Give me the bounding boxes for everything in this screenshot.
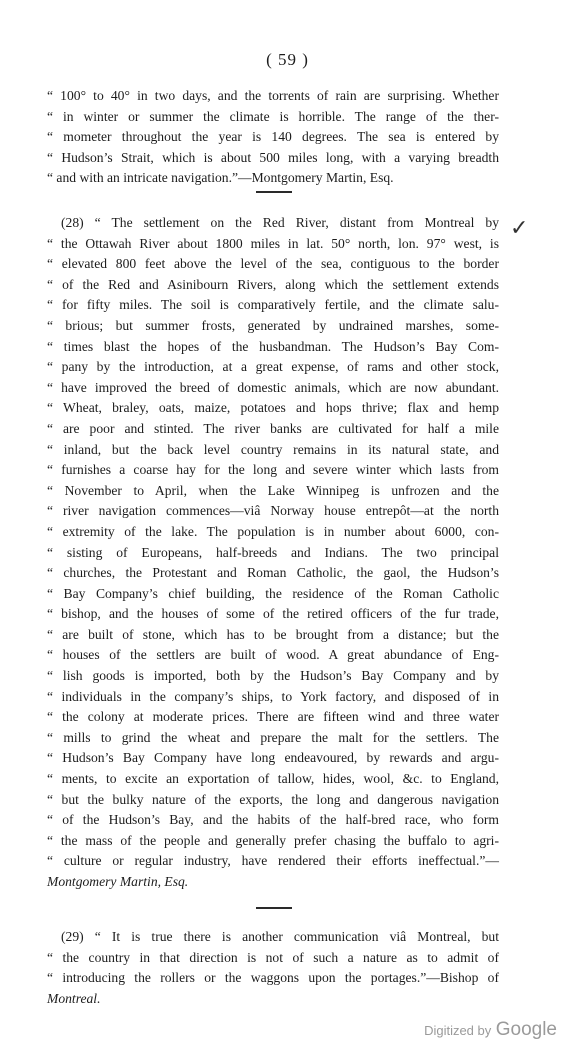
text-line: (28) “ The settlement on the Red River, distant from Montreal by [61, 215, 499, 230]
text-line: “ extremity of the lake. The population is in number about 6000, con- [47, 523, 499, 539]
text-line: “ Wheat, braley, oats, maize, potatoes and hops thrive; flax and hemp [47, 400, 499, 416]
text-line: “ in winter or summer the climate is horrible. The range of the ther- [47, 108, 499, 124]
text-line: “ individuals in the company’s ships, to York factory, and disposed of in [47, 688, 499, 704]
text-line: “ the country in that direction is not of such a nature as to admit of [47, 949, 499, 965]
text-line: “ of the Red and Asinibourn Rivers, along which the settlement extends [47, 276, 499, 292]
text-line: “ brious; but summer frosts, generated by undrained marshes, some- [47, 317, 499, 333]
text-line: “ November to April, when the Lake Winnipeg is unfrozen and the [47, 482, 499, 498]
text-line: “ have improved the breed of domestic animals, which are now abundant. [47, 379, 499, 395]
text-line: “ are poor and stinted. The river banks are cultivated for half a mile [47, 420, 499, 436]
text-line: “ bishop, and the houses of some of the retired officers of the fur trade, [47, 606, 499, 622]
text-line: “ sisting of Europeans, half-breeds and Indians. The two principal [47, 544, 499, 560]
section-divider [256, 907, 292, 909]
text-line: “ times blast the hopes of the husbandman. The Hudson’s Bay Com- [47, 338, 499, 354]
text-line: “ elevated 800 feet above the level of the sea, contiguous to the border [47, 256, 499, 272]
paragraph-continuation [47, 86, 499, 189]
text-line: “ Bay Company’s chief building, the residence of the Roman Catholic [47, 585, 499, 601]
text-line: “ the mass of the people and generally prefer chasing the buffalo to agri- [47, 832, 499, 848]
page-number: ( 59 ) [266, 50, 309, 69]
margin-annotation-mark: ✓ [510, 215, 529, 240]
text-line: “ Hudson’s Strait, which is about 500 miles long, with a varying breadth [47, 149, 499, 165]
note-28 [47, 213, 499, 893]
text-line: “ introducing the rollers or the waggons upon the portages.”—Bishop of [47, 970, 499, 986]
digitized-watermark [424, 1019, 557, 1041]
text-line: “ river navigation commences—viâ Norway house entrepôt—at the north [47, 503, 499, 519]
text-line: Montreal. [47, 990, 101, 1006]
text-line: “ ments, to excite an exportation of tallow, hides, wool, &c. to England, [47, 771, 499, 787]
text-line: “ lish goods is imported, both by the Hudson’s Bay Company and by [47, 668, 499, 684]
text-line: “ furnishes a coarse hay for the long and severe winter which lasts from [47, 462, 499, 478]
text-line: “ and with an intricate navigation.”—Montgomery Martin, Esq. [47, 170, 394, 186]
text-line: “ are built of stone, which has to be brought from a distance; but the [47, 626, 499, 642]
text-line: “ Hudson’s Bay Company have long endeavoured, by rewards and argu- [47, 750, 499, 766]
text-line: (29) “ It is true there is another communication viâ Montreal, but [61, 929, 499, 944]
text-line: “ houses of the settlers are built of wood. A great abundance of Eng- [47, 647, 499, 663]
text-line: “ of the Hudson’s Bay, and the habits of the half-bred race, who form [47, 812, 499, 828]
text-line: “ for fifty miles. The soil is comparatively fertile, and the climate salu- [47, 297, 499, 313]
text-line: Montgomery Martin, Esq. [47, 874, 189, 889]
text-line: “ the colony at moderate prices. There are fifteen wind and three water [47, 709, 499, 725]
text-line: “ the Ottawah River about 1800 miles in lat. 50° north, lon. 97° west, is [47, 235, 499, 251]
section-divider [256, 191, 292, 193]
text-line: “ pany by the introduction, at a great expense, of rams and other stock, [47, 359, 499, 375]
watermark-prefix: Digitized by [424, 1023, 492, 1038]
text-line: “ 100° to 40° in two days, and the torrents of rain are surprising. Whether [47, 88, 499, 103]
watermark-brand: Google [495, 1019, 557, 1040]
text-line: “ culture or regular industry, have rendered their efforts ineffectual.”— [47, 853, 499, 869]
text-line: “ inland, but the back level country remains in its natural state, and [47, 441, 499, 457]
text-line: “ but the bulky nature of the exports, the long and dangerous navigation [47, 791, 499, 807]
note-29 [47, 927, 499, 1009]
text-line: “ mills to grind the wheat and prepare the malt for the settlers. The [47, 729, 499, 745]
text-line: “ churches, the Protestant and Roman Catholic, the gaol, the Hudson’s [47, 565, 499, 581]
text-line: “ mometer throughout the year is 140 degrees. The sea is entered by [47, 129, 499, 145]
